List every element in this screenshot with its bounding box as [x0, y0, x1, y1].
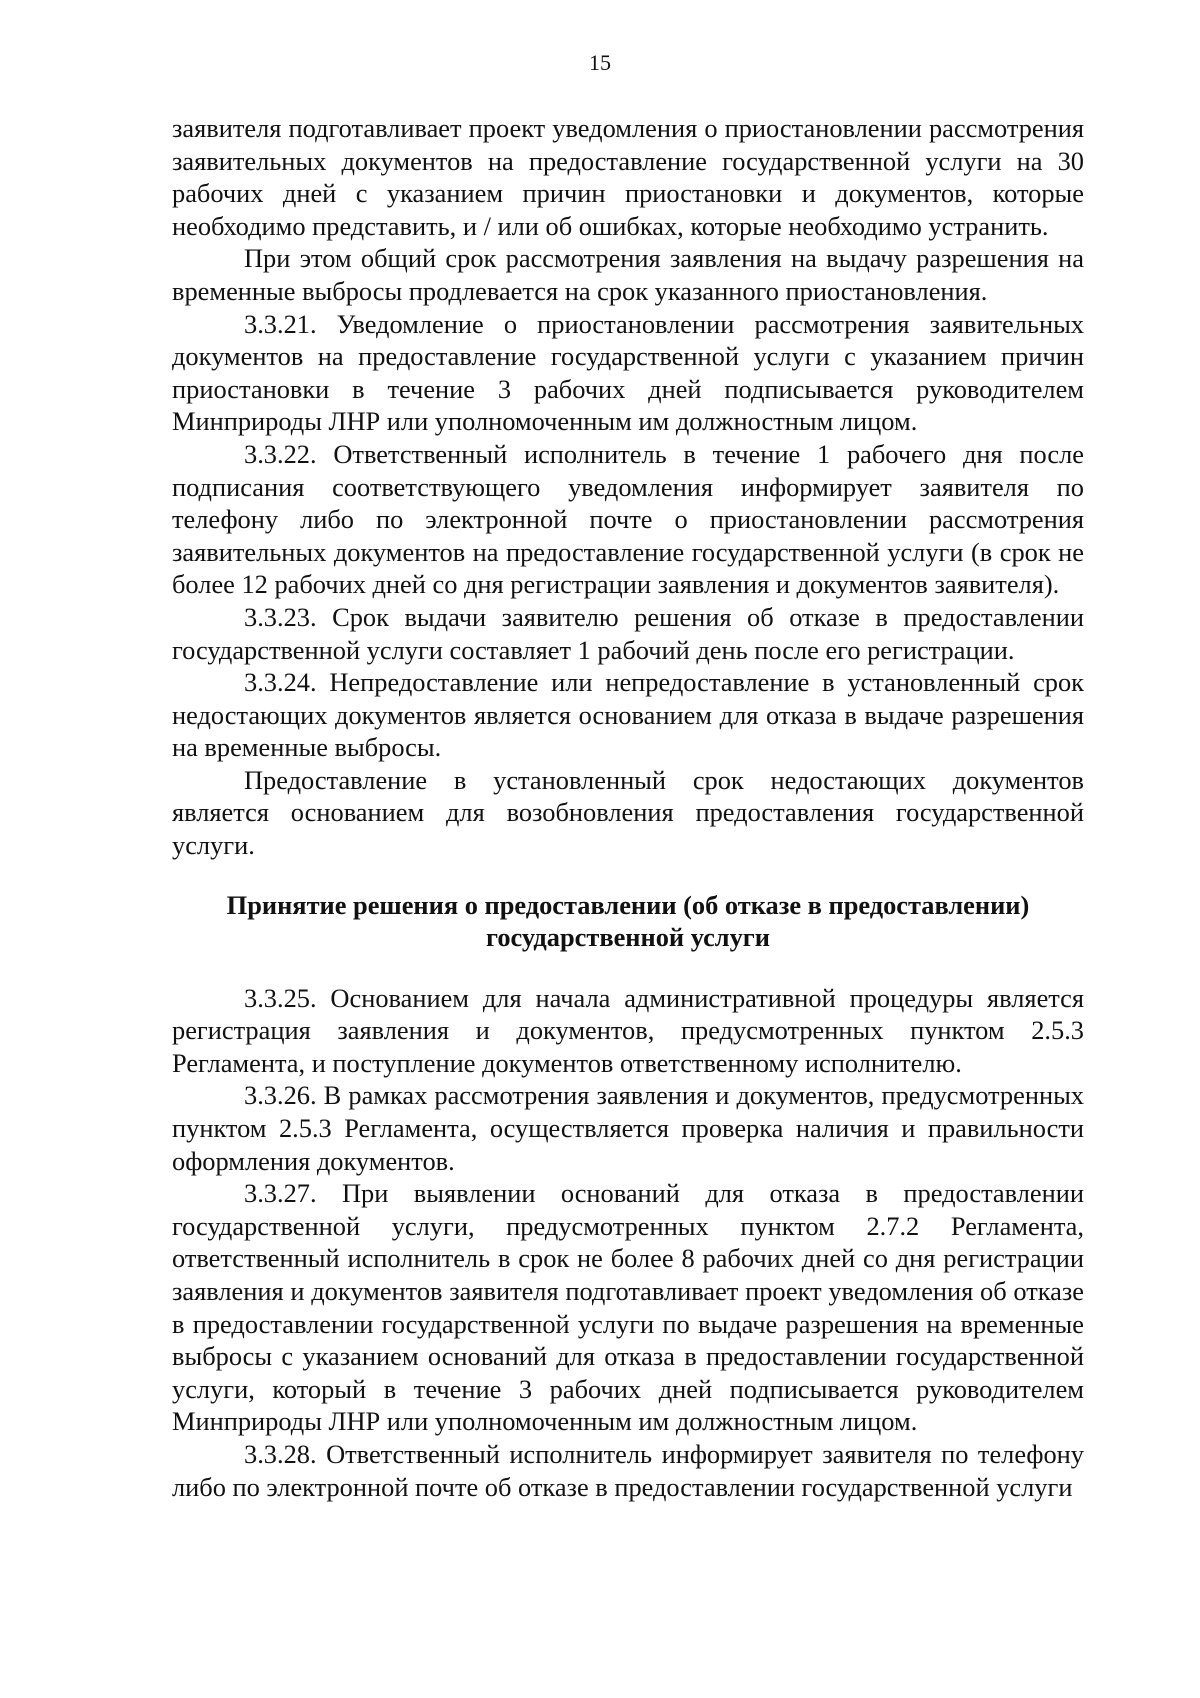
- paragraph-3-3-27: 3.3.27. При выявлении оснований для отказа в предоставлении государственной услуги, предусмотренных пунктом 2.7.2 Регламента, ответственный исполнитель в срок не более 8 рабочих дней со дня регистрации заявления и документов заявителя подготавливает проект уведомления об отказе в предоставлении государственной услуги по выдаче разрешения на временные выбросы с указанием оснований для отказа в предоставлении государственной услуги, который в течение 3 рабочих дней подписывается руководителем Минприроды ЛНР или уполномоченным им должностным лицом.: [172, 1178, 1084, 1437]
- paragraph-3-3-23: 3.3.23. Срок выдачи заявителю решения об отказе в предоставлении государственной услуги составляет 1 рабочий день после его регистрации.: [172, 601, 1084, 665]
- paragraph-3-3-21: 3.3.21. Уведомление о приостановлении рассмотрения заявительных документов на предоставление государственной услуги с указанием причин приостановки в течение 3 рабочих дней подписывается руководителем Минприроды ЛНР или уполномоченным им должностным лицом.: [172, 308, 1084, 437]
- document-body: [172, 112, 1084, 1503]
- paragraph-3-3-24: 3.3.24. Непредоставление или непредоставление в установленный срок недостающих документов является основанием для отказа в выдаче разрешения на временные выбросы.: [172, 667, 1084, 763]
- paragraph-3-3-26: 3.3.26. В рамках рассмотрения заявления и документов, предусмотренных пунктом 2.5.3 Регламента, осуществляется проверка наличия и правильности оформления документов.: [172, 1080, 1084, 1176]
- section-heading-line: Принятие решения о предоставлении (об отказе в предоставлении): [226, 889, 1030, 920]
- section-heading: [172, 889, 1084, 953]
- paragraph-3-3-22: 3.3.22. Ответственный исполнитель в течение 1 рабочего дня после подписания соответствующего уведомления информирует заявителя по телефону либо по электронной почте о приостановлении рассмотрения заявительных документов на предоставление государственной услуги (в срок не более 12 рабочих дней со дня регистрации заявления и документов заявителя).: [172, 438, 1084, 600]
- paragraph: Предоставление в установленный срок недостающих документов является основанием для возобновления предоставления государственной услуги.: [172, 764, 1084, 861]
- page-number: 15: [589, 50, 611, 75]
- paragraph: заявителя подготавливает проект уведомления о приостановлении рассмотрения заявительных документов на предоставление государственной услуги на 30 рабочих дней с указанием причин приостановки и документов, которые необходимо представить, и / или об ошибках, которые необходимо устранить.: [172, 113, 1084, 241]
- section-heading-line: государственной услуги: [486, 921, 770, 952]
- paragraph: При этом общий срок рассмотрения заявления на выдачу разрешения на временные выбросы продлевается на срок указанного приостановления.: [172, 243, 1084, 306]
- paragraph-3-3-25: 3.3.25. Основанием для начала административной процедуры является регистрация заявления и документов, предусмотренных пунктом 2.5.3 Регламента, и поступление документов ответственному исполнителю.: [172, 982, 1084, 1078]
- paragraph-3-3-28: 3.3.28. Ответственный исполнитель информирует заявителя по телефону либо по электронной почте об отказе в предоставлении государственной услуги: [172, 1438, 1084, 1502]
